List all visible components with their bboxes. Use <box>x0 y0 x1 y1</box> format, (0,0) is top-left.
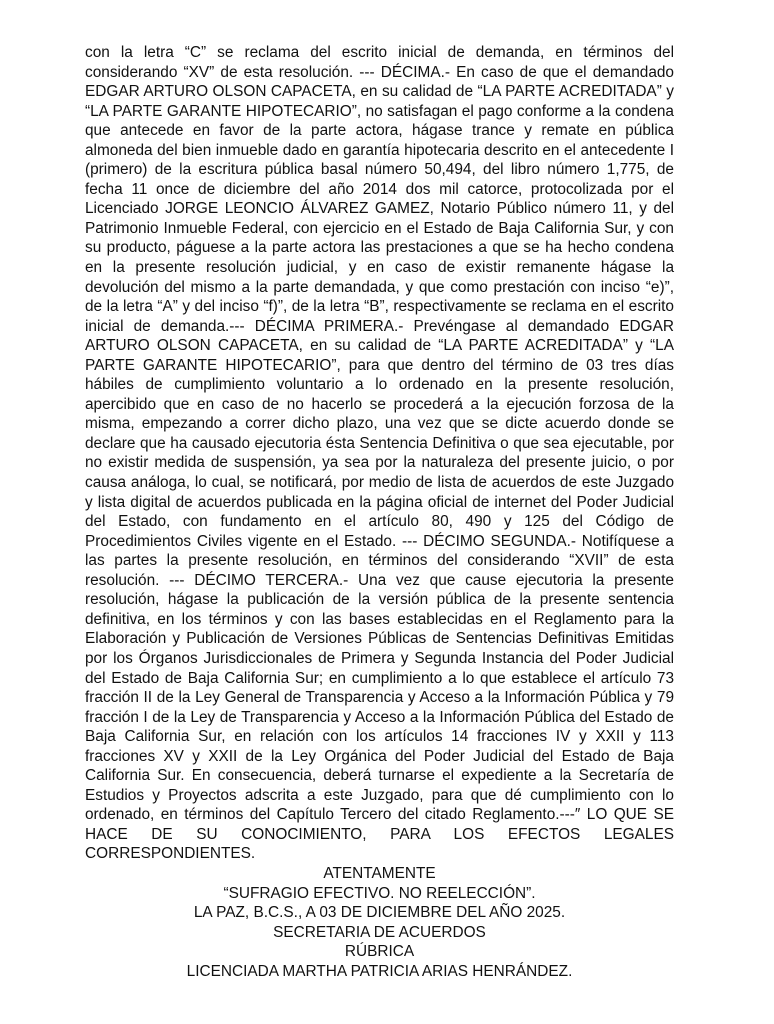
closing-position: SECRETARIA DE ACUERDOS <box>273 923 486 941</box>
resolution-body-paragraph: con la letra “C” se reclama del escrito inicial de demanda, en términos del considerando “XV” de esta resolución. --- DÉCIMA.- En caso de que el demandado EDGAR ARTURO OLSON CAPACETA, en su calidad de “LA PARTE ACREDITADA” y “LA PARTE GARANTE HIPOTECARIO”, no satisfagan el pago conforme a la condena que antecede en favor de la parte actora, hágase trance y remate en pública almoneda del bien inmueble dado en garantía hipotecaria descrito en el antecedente I (primero) de la escritura pública basal número 50,494, del libro número 1,775, de fecha 11 once de diciembre del año 2014 dos mil catorce, protocolizada por el Licenciado JORGE LEONCIO ÁLVAREZ GAMEZ, Notario Público número 11, y del Patrimonio Inmueble Federal, con ejercicio en el Estado de Baja California Sur, y con su producto, páguese a la parte actora las prestaciones a que se ha hecho condena en la presente resolución judicial, y en caso de existir remanente hágase la devolución del mismo a la parte demandada, y que como prestación con inciso “e)”, de la letra “A” y del inciso “f)”, de la letra “B”, respectivamente se reclama en el escrito inicial de demanda.--- DÉCIMA PRIMERA.- Prevéngase al demandado EDGAR ARTURO OLSON CAPACETA, en su calidad de “LA PARTE ACREDITADA” y “LA PARTE GARANTE HIPOTECARIO”, para que dentro del término de 03 tres días hábiles de cumplimiento voluntario a lo ordenado en la presente resolución, apercibido que en caso de no hacerlo se procederá a la ejecución forzosa de la misma, empezando a correr dicho plazo, una vez que se dicte acuerdo donde se declare que ha causado ejecutoria ésta Sentencia Definitiva o que sea ejecutable, por no existir medida de suspensión, ya sea por la naturaleza del presente juicio, o por causa análoga, lo cual, se notificará, por medio de lista de acuerdos de este Juzgado y lista digital de acuerdos publicada en la página oficial de internet del Poder Judicial del Estado, con fundamento en el artículo 80, 490 y 125 del Código de Procedimientos Civiles vigente en el Estado. --- DÉCIMO SEGUNDA.- Notifíquese a las partes la presente resolución, en términos del considerando “XVII” de esta resolución. --- DÉCIMO TERCERA.- Una vez que cause ejecutoria la presente resolución, hágase la publicación de la versión pública de la presente sentencia definitiva, en los términos y con las bases establecidas en el Reglamento para la Elaboración y Publicación de Versiones Públicas de Sentencias Definitivas Emitidas por los Órganos Jurisdiccionales de Primera y Segunda Instancia del Poder Judicial del Estado de Baja California Sur; en cumplimiento a lo que establece el artículo 73 fracción II de la Ley General de Transparencia y Acceso a la Información Pública y 79 fracción I de la Ley de Transparencia y Acceso a la Información Pública del Estado de Baja California Sur, en relación con los artículos 14 fracciones IV y XXII y 113 fracciones XV y XXII de la Ley Orgánica del Poder Judicial del Estado de Baja California Sur. En consecuencia, deberá turnarse el expediente a la Secretaría de Estudios y Proyectos adscrita a este Juzgado, para que dé cumplimiento con lo ordenado, en términos del Capítulo Tercero del citado Reglamento.---″ LO QUE SE HACE DE SU CONOCIMIENTO, PARA LOS EFECTOS LEGALES CORRESPONDIENTES. <box>85 44 674 863</box>
document-text-block <box>85 43 674 981</box>
signer-name: LICENCIADA MARTHA PATRICIA ARIAS HENRÁNDEZ. <box>186 962 573 980</box>
closing-place-date: LA PAZ, B.C.S., A 03 DE DICIEMBRE DEL AÑO 2025. <box>193 904 566 922</box>
signature-block <box>85 864 674 981</box>
signature-mark: RÚBRICA <box>344 943 415 961</box>
closing-salutation: ATENTAMENTE <box>323 864 436 882</box>
closing-motto: “SUFRAGIO EFECTIVO. NO REELECCIÓN”. <box>223 884 536 902</box>
